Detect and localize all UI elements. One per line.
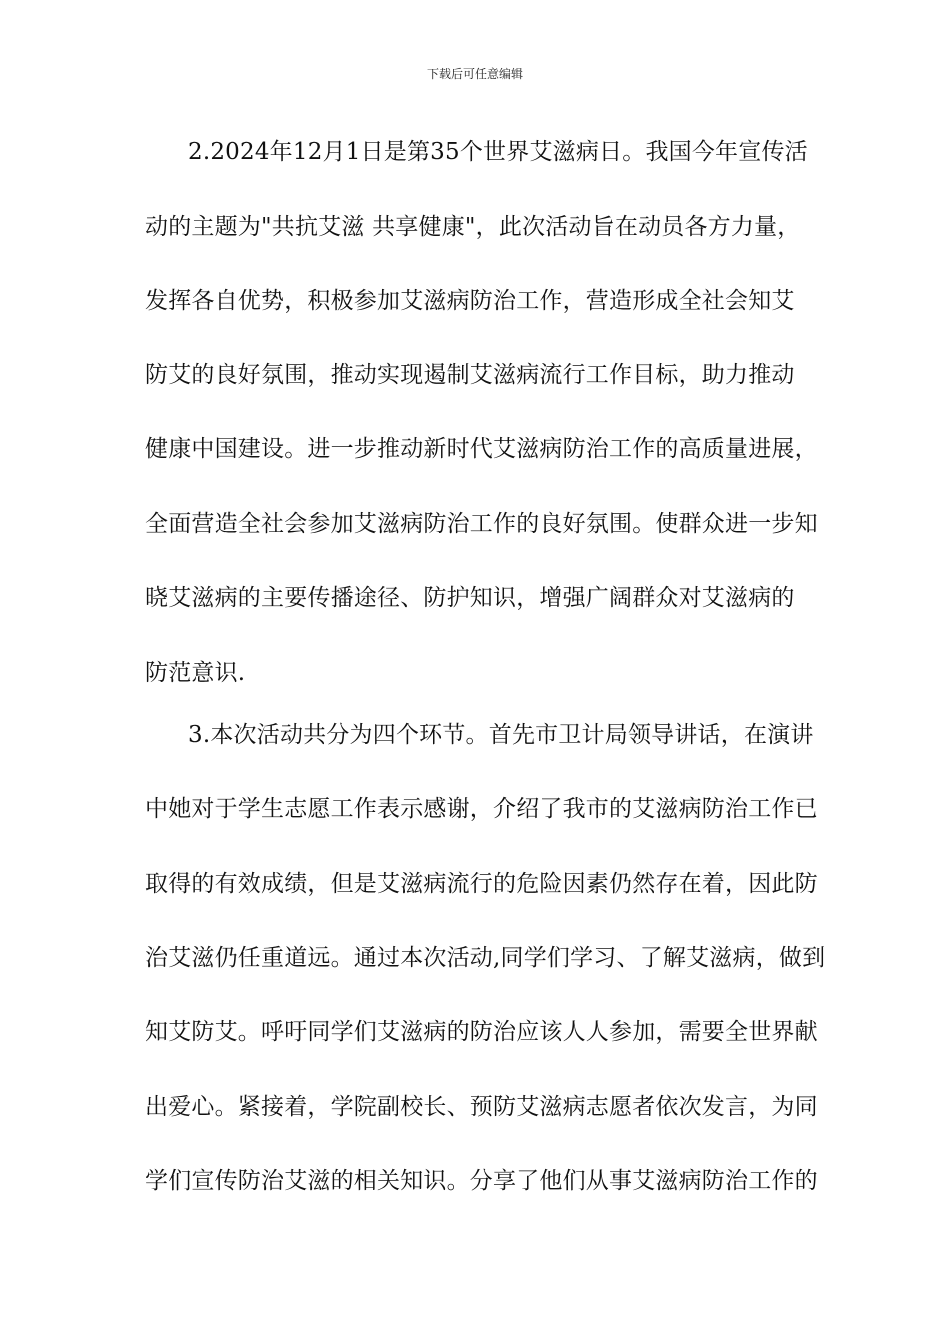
paragraph-line: 动的主题为"共抗艾滋 共享健康"，此次活动旨在动员各方力量， xyxy=(145,214,801,240)
paragraph-line: 2.2024年12月1日是第35个世界艾滋病日。我国今年宣传活 xyxy=(188,139,808,165)
paragraph-line: 全面营造全社会参加艾滋病防治工作的良好氛围。使群众进一步知 xyxy=(145,511,818,537)
paragraph-line: 发挥各自优势，积极参加艾滋病防治工作，营造形成全社会知艾 xyxy=(145,288,795,314)
header-note: 下载后可任意编辑 xyxy=(426,67,523,81)
paragraph-line: 学们宣传防治艾滋的相关知识。分享了他们从事艾滋病防治工作的 xyxy=(145,1168,818,1194)
paragraph-line: 防艾的良好氛围，推动实现遏制艾滋病流行工作目标，助力推动 xyxy=(145,362,795,388)
paragraph-line: 治艾滋仍任重道远。通过本次活动,同学们学习、了解艾滋病，做到 xyxy=(145,945,826,971)
paragraph-line: 中她对于学生志愿工作表示感谢，介绍了我市的艾滋病防治工作已 xyxy=(145,796,818,822)
paragraph-line: 取得的有效成绩，但是艾滋病流行的危险因素仍然存在着，因此防 xyxy=(145,871,818,897)
paragraph-line: 健康中国建设。进一步推动新时代艾滋病防治工作的高质量进展， xyxy=(145,436,818,462)
paragraph-line: 防范意识. xyxy=(145,660,246,686)
paragraph-line: 出爱心。紧接着，学院副校长、预防艾滋病志愿者依次发言，为同 xyxy=(145,1094,818,1120)
paragraph-line: 知艾防艾。呼吁同学们艾滋病的防治应该人人参加，需要全世界献 xyxy=(145,1019,818,1045)
paragraph-line: 晓艾滋病的主要传播途径、防护知识，增强广阔群众对艾滋病的 xyxy=(145,585,795,611)
paragraph-line: 3.本次活动共分为四个环节。首先市卫计局领导讲话，在演讲 xyxy=(188,722,814,748)
